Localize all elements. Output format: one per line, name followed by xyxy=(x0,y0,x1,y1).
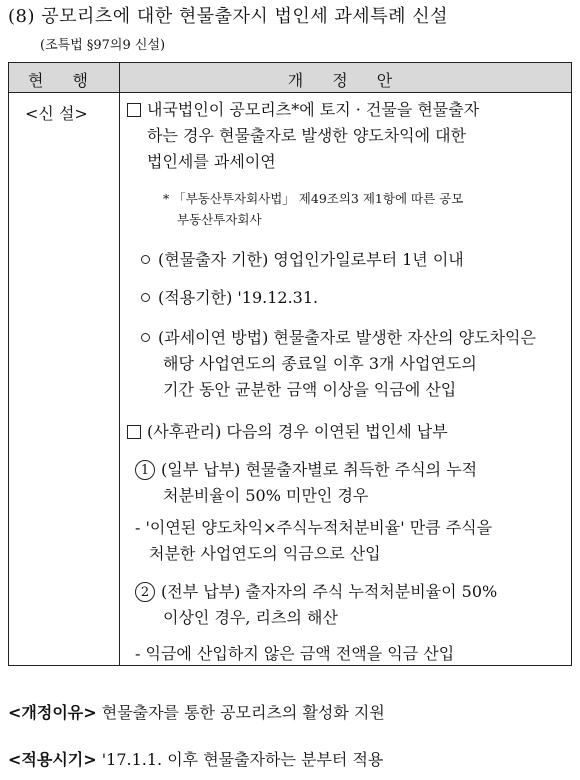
checkbox-square-icon xyxy=(127,103,141,117)
dash-line: - '이연된 양도차익×주식누적처분비율' 만큼 주식을 xyxy=(135,518,493,537)
footnote-line: * 「부동산투자회사법」 제49조의3 제1항에 따른 공모 xyxy=(163,191,464,206)
numbered-line: 2 (전부 납부) 출자자의 주식 누적처분비율이 50% xyxy=(135,581,497,603)
proposal-line: (사후관리) 다음의 경우 이연된 법인세 납부 xyxy=(127,421,448,443)
reason-text: 현물출자를 통한 공모리츠의 활성화 지원 xyxy=(101,703,385,722)
current-cell-text: <신 설> xyxy=(25,104,88,123)
numbered-continuation: 처분비율이 50% 미만인 경우 xyxy=(163,486,369,505)
table-header xyxy=(9,63,571,93)
effective-row xyxy=(8,747,383,770)
circled-number-icon: 2 xyxy=(135,582,155,602)
circled-number-icon: 1 xyxy=(135,460,155,480)
proposal-line: 하는 경우 현물출자로 발생한 양도차익에 대한 xyxy=(147,126,467,145)
effective-label: <적용시기> xyxy=(8,750,97,769)
checkbox-square-icon xyxy=(127,425,141,439)
proposal-line: 법인세를 과세이연 xyxy=(147,152,276,171)
reason-label: <개정이유> xyxy=(8,703,97,722)
bullet-continuation: 해당 사업연도의 종료일 이후 3개 사업연도의 xyxy=(163,354,477,373)
section-subtitle: (조특법 §97의9 신설) xyxy=(40,38,166,53)
effective-text: '17.1.1. 이후 현물출자하는 분부터 적용 xyxy=(101,750,384,769)
dash-line: - 익금에 산입하지 않은 금액 전액을 익금 산입 xyxy=(135,644,455,663)
circle-bullet-icon xyxy=(141,255,150,264)
column-divider xyxy=(119,63,120,665)
comparison-table xyxy=(8,62,572,666)
header-current: 현 행 xyxy=(28,71,100,90)
bullet-continuation: 기간 동안 균분한 금액 이상을 익금에 산입 xyxy=(163,380,457,399)
section-title: (8) 공모리츠에 대한 현물출자시 법인세 과세특례 신설 xyxy=(8,6,448,27)
bullet-line: (현물출자 기한) 영업인가일로부터 1년 이내 xyxy=(141,249,464,271)
dash-continuation: 처분한 사업연도의 익금으로 산입 xyxy=(149,544,381,563)
bullet-line: (적용기한) '19.12.31. xyxy=(141,287,318,309)
numbered-continuation: 이상인 경우, 리츠의 해산 xyxy=(163,608,338,627)
circle-bullet-icon xyxy=(141,333,150,342)
header-new: 개 정 안 xyxy=(287,71,405,90)
bullet-line: (과세이연 방법) 현물출자로 발생한 자산의 양도차익은 xyxy=(141,327,536,349)
proposal-line: 내국법인이 공모리츠*에 토지 · 건물을 현물출자 xyxy=(127,99,479,121)
reason-row xyxy=(8,700,385,723)
footnote-line: 부동산투자회사 xyxy=(177,212,262,227)
circle-bullet-icon xyxy=(141,293,150,302)
numbered-line: 1 (일부 납부) 현물출자별로 취득한 주식의 누적 xyxy=(135,459,477,481)
